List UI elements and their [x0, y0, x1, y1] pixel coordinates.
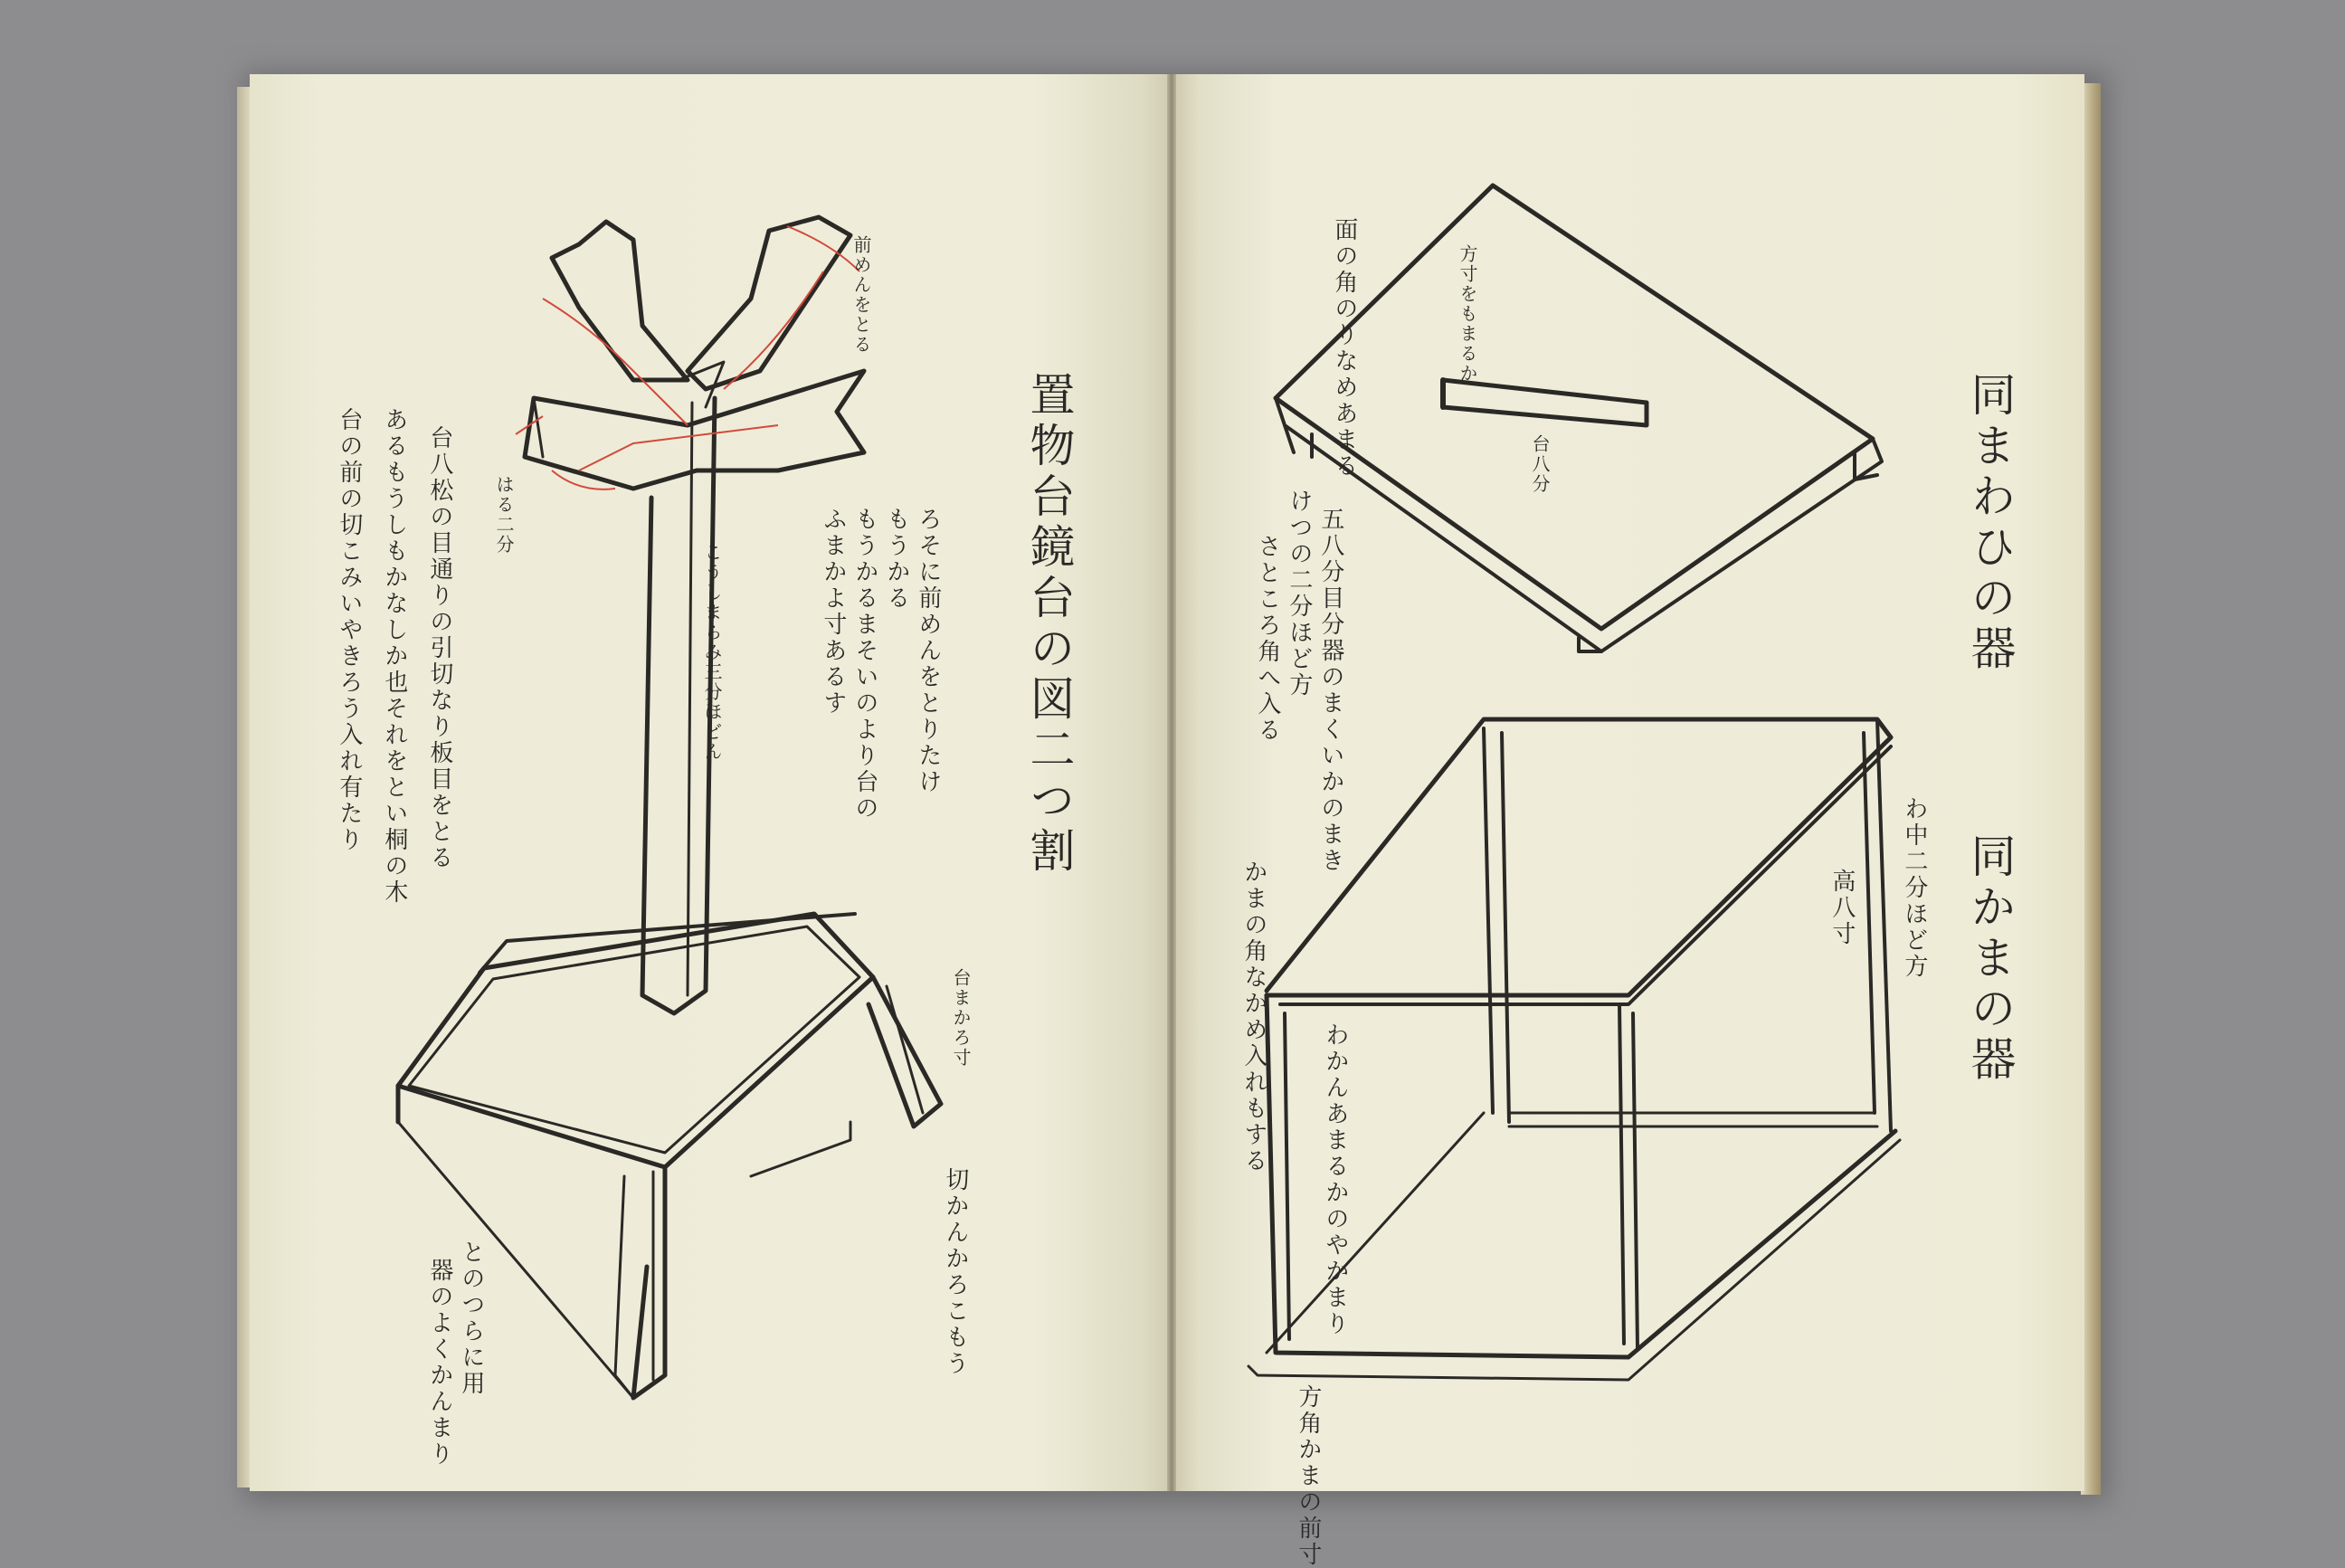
left-note-7: ふまかよ寸あるす	[819, 507, 847, 717]
right-note-10: わかんあまるかのやかまり	[1321, 1022, 1349, 1337]
left-note-9: 前めんをとる	[850, 235, 872, 355]
right-note-7: わ中二分ほど方	[1900, 796, 1928, 980]
right-title-2: 同かまの器	[1963, 832, 2017, 1086]
red-guide-lines	[516, 226, 859, 489]
left-note-4: ろそに前めんをとりたけ	[914, 507, 942, 795]
left-note-6: もうかるまそいのより台の	[850, 507, 878, 822]
left-note-3: 台の前の切こみいやきろう入れ有たり	[335, 407, 363, 853]
left-note-1: 台八松の目通りの引切なり板目をとる	[425, 425, 453, 871]
stand-arms-drawing	[525, 217, 864, 489]
right-note-4: けつの二分ほど方	[1285, 489, 1313, 698]
right-note-9: かまの角なかめ入れもする	[1239, 860, 1267, 1174]
left-note-5: もうかる	[882, 507, 910, 612]
right-title-1: 同まわひの器	[1963, 371, 2017, 675]
right-note-6: さところ角へ入る	[1253, 534, 1281, 744]
right-note-3: 台八分	[1529, 434, 1551, 494]
left-page-title: 置物台鏡台の図二つ割	[1022, 371, 1076, 878]
right-note-8: 高八寸	[1828, 869, 1856, 947]
left-note-2: あるもうしもかなしか也それをとい桐の木	[380, 407, 408, 906]
right-note-2: 方寸をもまるか	[1457, 244, 1478, 384]
top-table-drawing	[1276, 185, 1882, 651]
right-note-11: 方角かまの前寸	[1294, 1384, 1322, 1568]
left-note-10: とのつらに用	[457, 1240, 485, 1397]
left-note-12: はる二分	[493, 475, 515, 555]
left-note-11: 器のよくかんまり	[425, 1258, 453, 1468]
left-note-13: 切かんかろこもう	[941, 1167, 969, 1377]
right-note-5: 五八分目分器のまくいかのまき	[1316, 507, 1344, 874]
left-note-8: こうしまらみ三分ほどん	[701, 543, 723, 762]
left-note-14: 台まかろ寸	[950, 968, 972, 1068]
right-note-1: 面の角のりなめあまる	[1330, 217, 1358, 480]
